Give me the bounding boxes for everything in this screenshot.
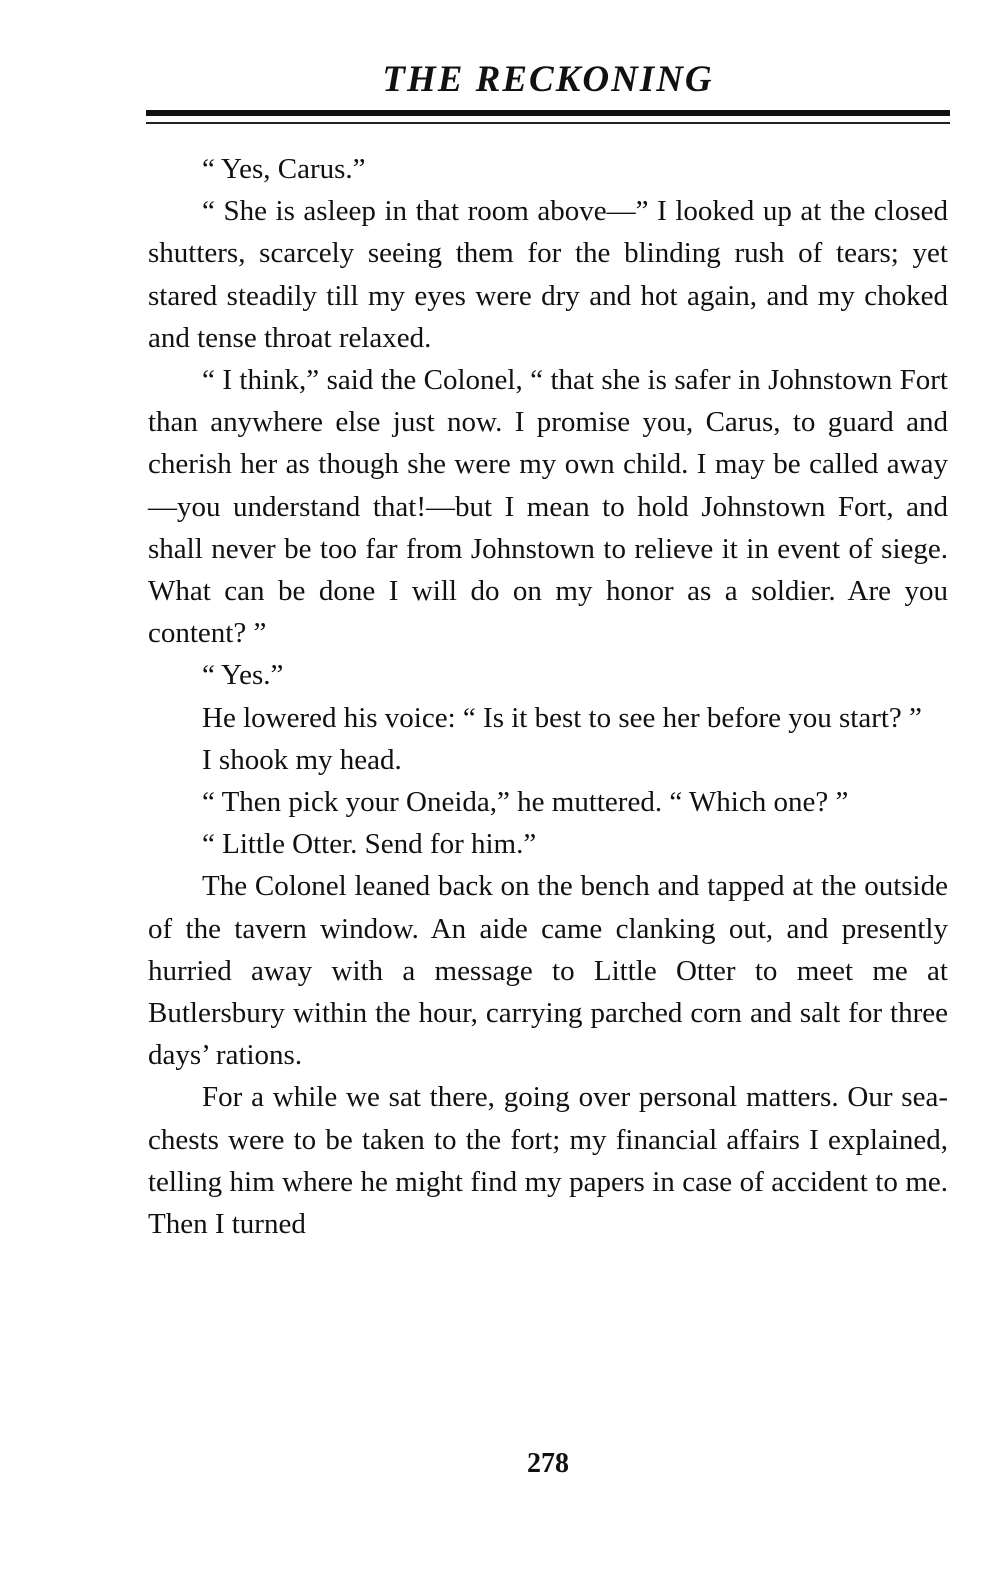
header-rule-thin — [146, 122, 950, 124]
paragraph: I shook my head. — [202, 743, 402, 776]
page-number: 278 — [527, 1448, 569, 1479]
paragraph: “ Then pick your Oneida,” he muttered. “ Which one? ” — [202, 786, 849, 819]
paragraph: The Colonel leaned back on the bench and tapped at the outside of the tavern window. An aide came clanking out, and presently hurried away with a message to Little Otter to meet me at Butlersbury within the hour, carrying parched corn and salt for three days’ rations. — [148, 870, 948, 1072]
paragraph: “ She is asleep in that room above—” I looked up at the closed shutters, scarcely seeing them for the blinding rush of tears; yet stared steadily till my eyes were dry and hot again, and my choked and tense throat relaxed. — [148, 195, 948, 354]
paragraph: “ I think,” said the Colonel, “ that she is safer in Johnstown Fort than anywhere else just now. I promise you, Carus, to guard and cherish her as though she were my own child. I may be called away—you understand that!—but I mean to hold Johnstown Fort, and shall never be too far from Johnstown to relieve it in event of siege. What can be done I will do on my honor as a soldier. Are you content? ” — [148, 364, 948, 650]
running-head-title: THE RECKONING — [382, 59, 714, 100]
paragraph: For a while we sat there, going over personal matters. Our sea-chests were to be taken to the fort; my financial affairs I explained, telling him where he might find my papers in case of accident to me. Then I turned — [148, 1081, 948, 1241]
paragraph: “ Little Otter. Send for him.” — [202, 828, 537, 861]
paragraph: He lowered his voice: “ Is it best to see her before you start? ” — [202, 701, 922, 734]
header-rule-thick — [146, 110, 950, 116]
paragraph: “ Yes.” — [202, 659, 284, 692]
body-text — [148, 148, 948, 1245]
paragraph: “ Yes, Carus.” — [202, 153, 366, 185]
